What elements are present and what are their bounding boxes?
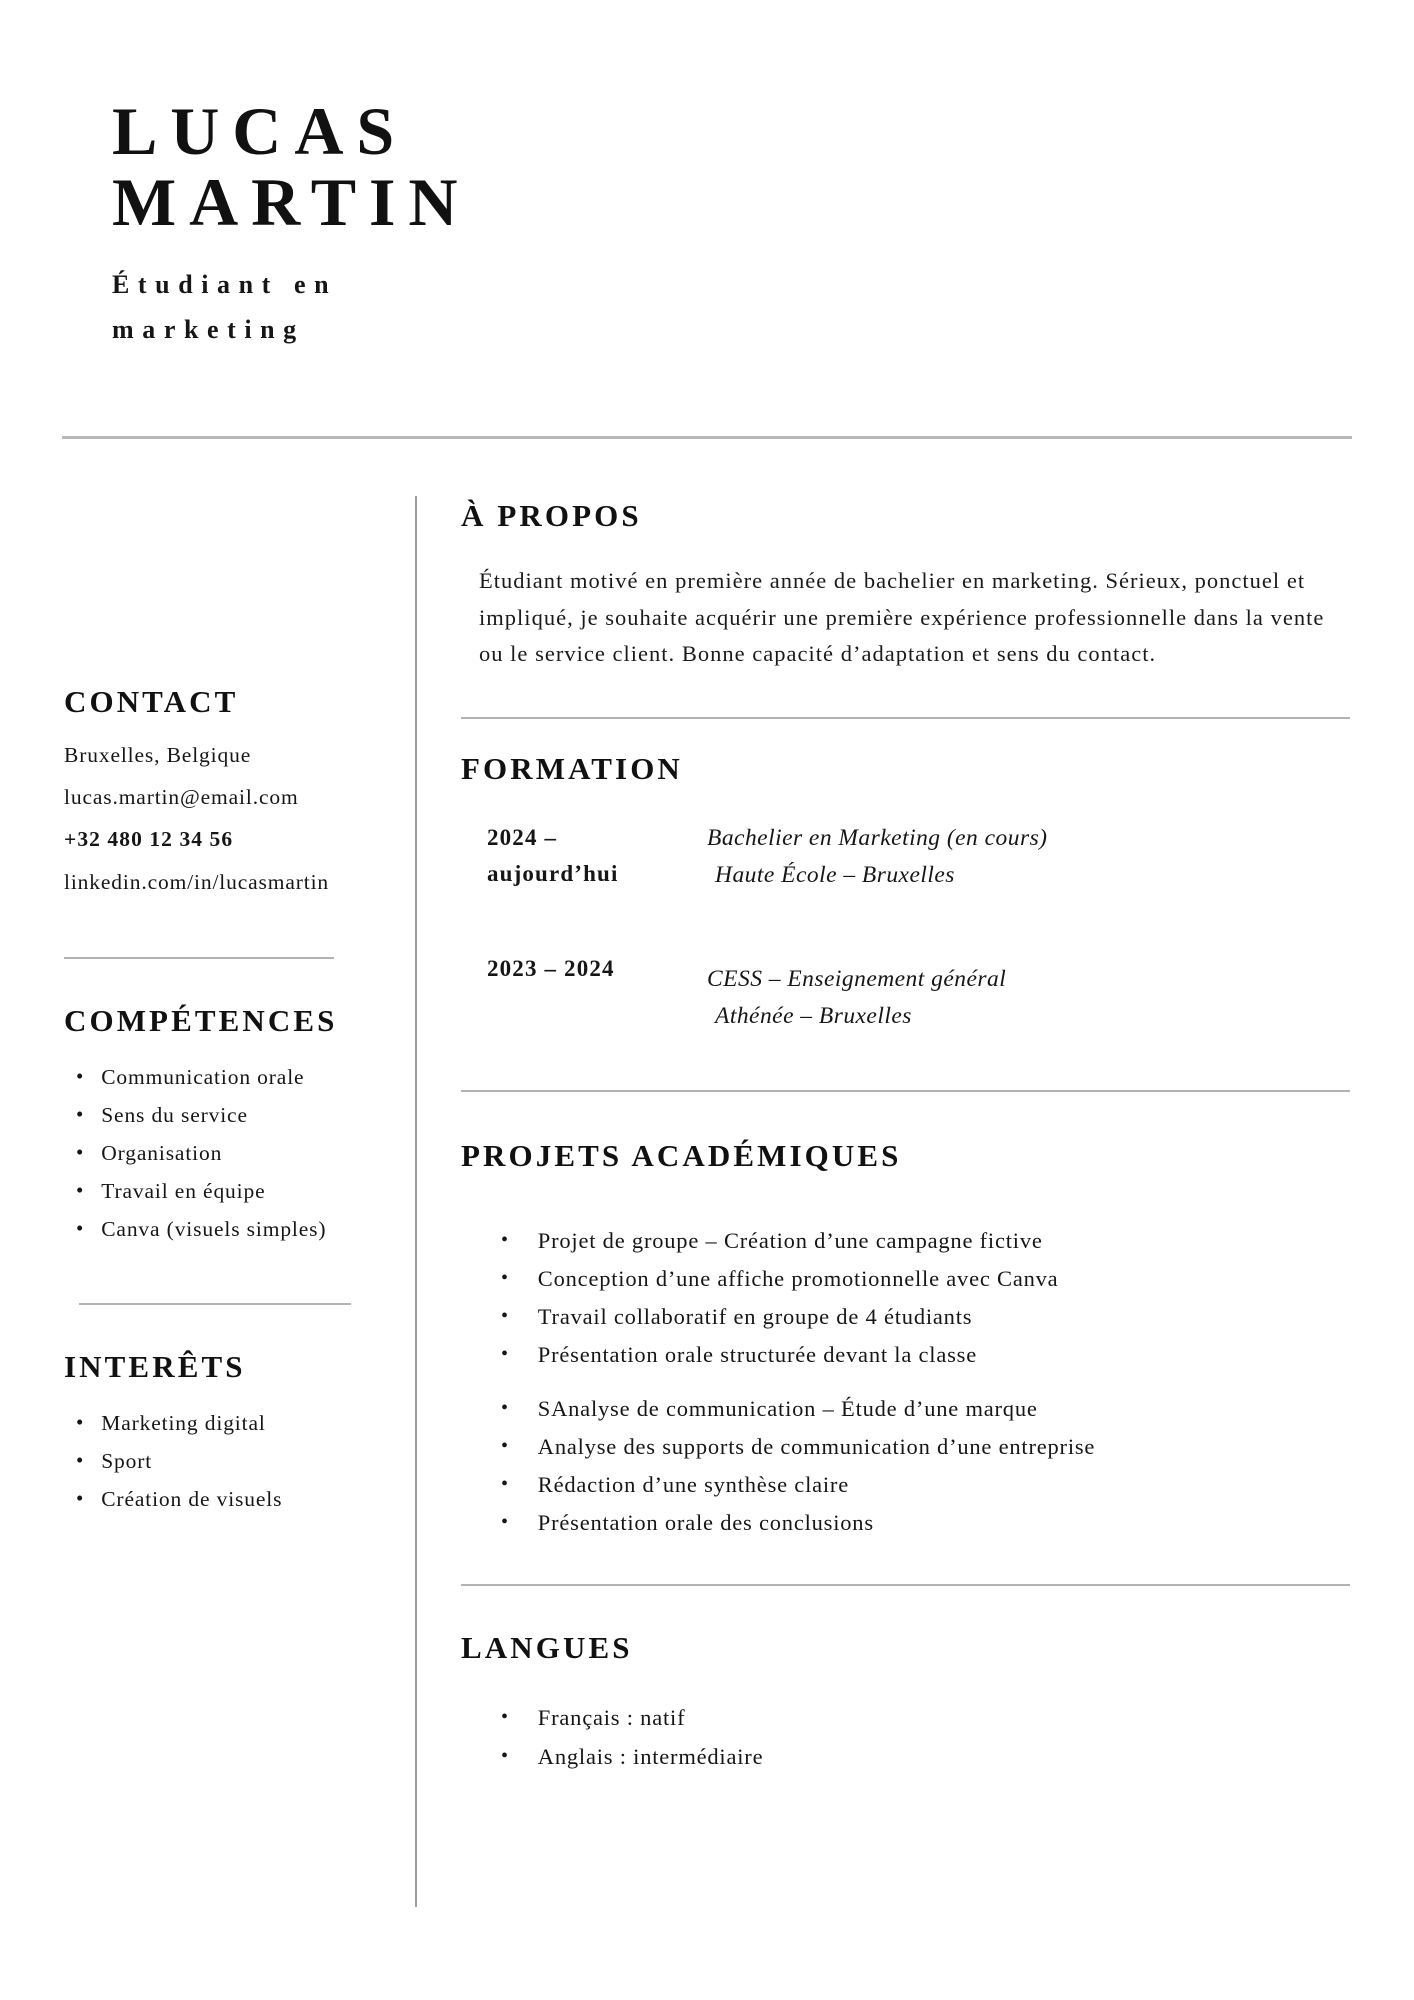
formation-period: 2023 – 2024 [487,956,615,982]
languages-heading: LANGUES [461,1629,633,1665]
list-item [76,1102,355,1129]
project-item: Travail collaboratif en groupe de 4 étudiants [537,1304,973,1330]
list-item [501,1302,1350,1331]
skill-label: Communication orale [101,1065,305,1090]
bullet-icon: • [76,1064,85,1089]
person-title [112,263,1414,351]
list-item [501,1432,1350,1461]
bullet-icon: • [501,1266,509,1289]
list-item [501,1226,1350,1255]
list-item [76,1064,355,1091]
contact-email: lucas.martin@email.com [64,785,299,810]
contact-list [64,741,355,896]
bullet-icon: • [76,1139,85,1164]
about-heading: À PROPOS [461,497,642,533]
main-divider-2 [461,1090,1350,1092]
formation-degree: CESS – Enseignement général [707,966,1007,993]
interests-heading: INTERÊTS [64,1348,246,1384]
list-item [501,1508,1350,1537]
interest-label: Marketing digital [101,1411,266,1436]
bullet-icon: • [501,1744,509,1767]
project-item: Projet de groupe – Création d’une campagne fictive [537,1227,1043,1253]
contact-heading: CONTACT [64,683,239,719]
bullet-icon: • [501,1396,509,1419]
project-item: Conception d’une affiche promotionnelle avec Canva [537,1265,1059,1291]
project-item: Présentation orale structurée devant la classe [537,1342,977,1368]
project-item: SAnalyse de communication – Étude d’une marque [537,1395,1038,1421]
skill-label: Sens du service [101,1103,248,1128]
bullet-icon: • [501,1343,509,1366]
person-name [112,93,1414,240]
content-columns [0,496,1414,1907]
bullet-icon: • [501,1434,509,1457]
language-item: Anglais : intermédiaire [537,1743,764,1769]
main-column [415,496,1414,1907]
formation-school: Haute École – Bruxelles [715,861,955,888]
languages-list [461,1703,1350,1771]
skill-label: Organisation [101,1140,223,1165]
sidebar-divider-1 [64,957,334,959]
formation-period: 2024 – aujourd’hui [487,825,619,887]
person-title-line2: marketing [112,314,305,344]
formation-school: Athénée – Bruxelles [715,1002,912,1029]
bullet-icon: • [76,1410,85,1435]
skill-label: Canva (visuels simples) [101,1216,327,1241]
list-item [76,1486,355,1513]
formation-heading: FORMATION [461,750,683,786]
bullet-icon: • [76,1485,85,1510]
projects-list-1 [461,1226,1350,1370]
interests-list [64,1410,355,1513]
list-item [76,1448,355,1475]
sidebar-divider-2 [79,1303,351,1305]
list-item [76,1410,355,1437]
project-item: Présentation orale des conclusions [537,1510,874,1536]
interest-label: Création de visuels [101,1486,283,1511]
list-item [501,1264,1350,1293]
list-item [76,1178,355,1205]
projects-list-2 [461,1394,1350,1538]
list-item [76,1140,355,1167]
contact-location: Bruxelles, Belgique [64,743,252,768]
bullet-icon: • [76,1177,85,1202]
header-divider [62,436,1352,439]
bullet-icon: • [501,1706,509,1729]
formation-description [683,820,1047,893]
list-item [501,1703,1350,1732]
skills-heading: COMPÉTENCES [64,1002,338,1038]
list-item [501,1394,1350,1423]
bullet-icon: • [76,1102,85,1127]
main-divider-3 [461,1584,1350,1586]
formation-degree: Bachelier en Marketing (en cours) [707,825,1048,852]
list-item [76,1216,355,1243]
list-item [501,1470,1350,1499]
language-item: Français : natif [537,1705,686,1731]
header [0,0,1414,352]
formation-entry [487,951,1350,1034]
bullet-icon: • [501,1228,509,1251]
list-item [501,1340,1350,1369]
bullet-icon: • [501,1473,509,1496]
sidebar [0,496,415,1907]
person-name-line2: MARTIN [112,163,471,240]
skills-list [64,1064,355,1242]
person-title-line1: Étudiant en [112,270,338,300]
person-name-line1: LUCAS [112,93,408,169]
bullet-icon: • [501,1511,509,1534]
bullet-icon: • [76,1215,85,1240]
project-item: Rédaction d’une synthèse claire [537,1472,849,1498]
list-item [501,1742,1350,1771]
interest-label: Sport [101,1449,153,1474]
about-text: Étudiant motivé en première année de bachelier en marketing. Sérieux, ponctuel et impliqué, je souhaite acquérir une première expérience professionnelle dans la vente ou le service client. Bonne capacité d’adaptation et sens du contact. [479,568,1325,667]
skill-label: Travail en équipe [101,1178,266,1203]
contact-linkedin: linkedin.com/in/lucasmartin [64,869,330,894]
formation-entry [487,820,1350,893]
formation-description [683,951,1006,1034]
project-item: Analyse des supports de communication d’une entreprise [537,1433,1096,1459]
projects-heading: PROJETS ACADÉMIQUES [461,1138,902,1174]
main-divider-1 [461,717,1350,719]
bullet-icon: • [501,1305,509,1328]
bullet-icon: • [76,1448,85,1473]
contact-phone: +32 480 12 34 56 [64,827,234,852]
